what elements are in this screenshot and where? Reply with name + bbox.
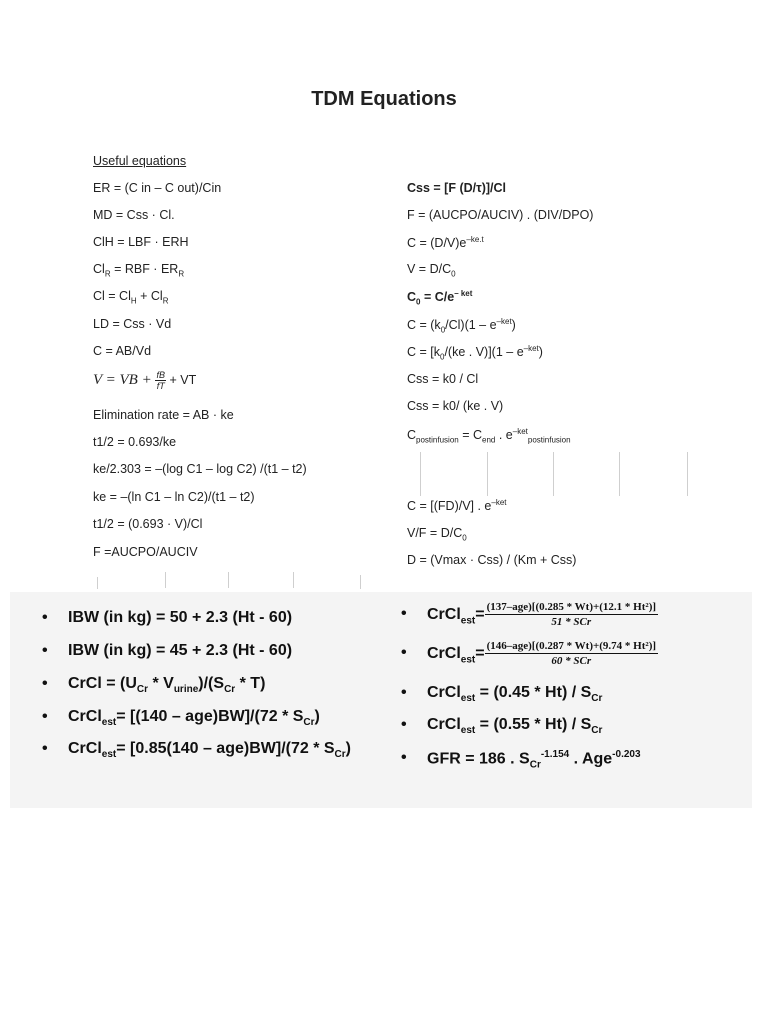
faint-line — [360, 575, 361, 589]
ke-log-equation: ke/2.303 = –(log C1 – log C2) /(t1 – t2) — [93, 462, 307, 476]
crcl-est-fraction-1: • CrCl$_{est}$= $\frac{\text{(137–age)[(0.285 * Wt)+(12.1 * Ht²)]}}{\text{51 * SCr}}$ — [401, 601, 657, 628]
volume-equation: V = VB + $\frac{fB}{fT}$ + VT — [93, 370, 197, 391]
clh-equation: ClH = LBF · ERH — [93, 235, 189, 249]
c-k0-kev-equation: $C = [k_0/(ke$ . $V)](1 - e^{-ket})$ — [407, 344, 543, 362]
cl-equation: $Cl = Cl_H + Cl_R$ — [93, 289, 169, 306]
right-equations-column — [407, 181, 747, 581]
c-fd-equation: C = [(FD)/V] . $e^{-ket}$ — [407, 498, 507, 514]
c-ab-equation: C = AB/Vd — [93, 344, 152, 358]
c-postinfusion-equation: $C_{postinfusion} = C_{end}$ . $e^{-ket}_{postinfusion}$ — [407, 427, 571, 445]
page-title: TDM Equations — [311, 88, 457, 110]
vf-equation: $V/F = D/C_0$ — [407, 526, 467, 543]
gfr-equation: • GFR = 186 . $S_{Cr}^{-1.154}$ . Age$^{-0.203}$ — [401, 749, 641, 771]
faint-line — [228, 572, 229, 588]
crcl-est-fraction-2: • CrCl$_{est}$= $\frac{\text{(146–age)[(0.287 * Wt)+(9.74 * Ht²)]}}{\text{60 * SCr}}$ — [401, 640, 657, 667]
crcl-est-female-equation: • CrCl$_{est}$= $[0.85(140 - age)BW]/(72 * S_{Cr})$ — [42, 740, 351, 761]
ibw-male-equation: • IBW (in kg) = 50 + 2.3 (Ht - 60) — [42, 609, 293, 626]
ke-ln-equation: ke = –(ln C1 – ln C2)/(t1 – t2) — [93, 490, 255, 504]
f-ratio-equation: F = (AUCPO/AUCIV) . (DIV/DPO) — [407, 208, 594, 222]
v-dc-equation: $V = D/C_0$ — [407, 262, 456, 279]
half-life-cl-equation: t1/2 = (0.693 · V)/Cl — [93, 517, 203, 531]
crcl-est-height-045: • CrCl$_{est}$ = $(0.45 * Ht) / S_{Cr}$ — [401, 684, 603, 705]
faint-line — [165, 572, 166, 588]
md-equation: MD = Css · Cl. — [93, 208, 175, 222]
half-life-equation: t1/2 = 0.693/ke — [93, 435, 177, 449]
left-equations-column — [93, 154, 393, 574]
css-k0-kev-equation: Css = k0/ (ke . V) — [407, 399, 504, 413]
bioavailability-equation: F =AUCPO/AUCIV — [93, 545, 198, 559]
c-dv-equation: $C = (D/V)e^{-ke.t}$ — [407, 235, 484, 251]
crcl-est-height-055: • CrCl$_{est}$ = $(0.55 * Ht) / S_{Cr}$ — [401, 716, 603, 737]
dose-mm-equation: D = (Vmax · Css) / (Km + Css) — [407, 553, 577, 567]
ibw-female-equation: • IBW (in kg) = 45 + 2.3 (Ht - 60) — [42, 642, 293, 659]
c-k0-cl-equation: $C = (k_0/Cl)(1 - e^{-ket})$ — [407, 317, 516, 335]
css-k0-cl-equation: Css = k0 / Cl — [407, 372, 479, 386]
faint-line — [293, 572, 294, 588]
er-equation: ER = (C in – C out)/Cin — [93, 181, 222, 195]
clr-equation: $Cl_R$ = RBF · $ER_R$ — [93, 262, 185, 279]
crcl-est-male-equation: • CrCl$_{est}$= $[(140 - age)BW]/(72 * S_{Cr})$ — [42, 708, 320, 729]
faint-line — [97, 577, 98, 589]
css-equation: Css = [F (D/τ)]/Cl — [407, 181, 506, 195]
ld-equation: LD = Css · Vd — [93, 317, 172, 331]
crcl-measured-equation: • CrCl = $(U_{Cr} * V_{urine})/(S_{Cr} * T)$ — [42, 675, 266, 696]
c0-equation: $C_0 = C/e^{- ket}$ — [407, 289, 473, 307]
elimination-rate-equation: Elimination rate = AB · ke — [93, 408, 234, 422]
useful-equations-heading: Useful equations — [93, 154, 187, 168]
